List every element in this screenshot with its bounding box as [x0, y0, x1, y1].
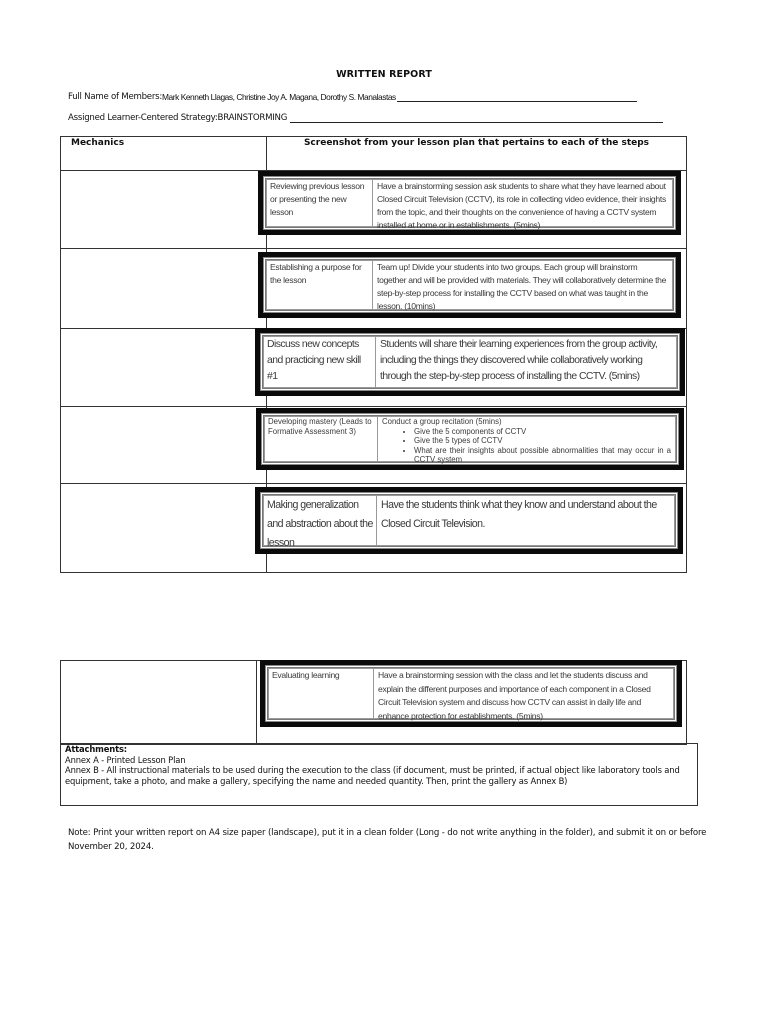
members-label: Full Name of Members: [68, 92, 162, 102]
annex-b: Annex B - All instructional materials to be used during the execution to the class (if document, must be printed, if actual object like laboratory tools and equipment, take a photo, and make a gallery, specifying the name and needed quantity. Then, print the gallery as Annex B) [65, 765, 680, 786]
step-label: Developing mastery (Leads to Formative Assessment 3) [265, 417, 378, 461]
step-activity: Have the students think what they know and understand about the Closed Circuit Television. [381, 499, 657, 530]
header-screenshot: Screenshot from your lesson plan that pertains to each of the steps [267, 137, 687, 171]
step-label: Reviewing previous lesson or presenting the new lesson [267, 180, 373, 226]
lesson-plan-screenshot-reviewing [258, 171, 681, 235]
step-activity: Students will share their learning experiences from the group activity, including the things they discovered while collaboratively working through the step-by-step process of installing the CCTV. (5mins) [380, 339, 658, 382]
mechanics-cell [61, 249, 267, 329]
activity-bullet-list [382, 427, 671, 465]
attachments-box [60, 743, 698, 806]
mechanics-cell [61, 329, 267, 407]
activity-bullet: • Give the 5 types of CCTV [414, 436, 671, 446]
lesson-plan-screenshot-discuss [255, 328, 685, 396]
step-label: Evaluating learning [269, 669, 374, 718]
step-activity: Have a brainstorming session with the class and let the students discuss and explain the different purposes and importance of each component in a Closed Circuit Television system and discuss how CCTV can assist in daily life and enhance protection for establishments. (5mins) [378, 670, 651, 721]
strategy-underline [290, 113, 663, 123]
members-underline [397, 92, 637, 102]
step-label: Discuss new concepts and practicing new skill #1 [264, 337, 376, 387]
lesson-plan-screenshot-generalization [255, 487, 683, 554]
attachments-heading: Attachments: [65, 744, 127, 754]
table-header-row [61, 137, 687, 171]
mechanics-cell [61, 661, 257, 745]
annex-a: Annex A - Printed Lesson Plan [65, 754, 186, 765]
submission-note: Note: Print your written report on A4 size paper (landscape), put it in a clean folder (Long - do not write anything in the folder), and submit it on or before November 20, 2024. [68, 828, 707, 852]
step-label: Establishing a purpose for the lesson [267, 261, 373, 309]
members-value: Mark Kenneth Llagas, Christine Joy A. Magana, Dorothy S. Manalastas [162, 92, 396, 102]
mechanics-cell [61, 171, 267, 249]
step-activity: Team up! Divide your students into two groups. Each group will brainstorm together and will be provided with materials. They will collaboratively determine the step-by-step process for installing the CCTV based on what was taught in the lesson. (10mins) [377, 262, 667, 311]
activity-bullet: • Give the 5 components of CCTV [414, 427, 671, 437]
header-mechanics: Mechanics [61, 137, 267, 171]
mechanics-cell [61, 484, 267, 573]
step-activity-group [378, 417, 675, 464]
members-field [68, 92, 637, 102]
report-title: WRITTEN REPORT [336, 69, 432, 80]
step-activity: Conduct a group recitation (5mins) [382, 417, 502, 426]
strategy-label: Assigned Learner-Centered Strategy: [68, 113, 218, 123]
lesson-plan-screenshot-evaluating [260, 660, 682, 727]
strategy-field [68, 113, 663, 123]
mechanics-cell [61, 407, 267, 484]
activity-bullet: • What are their insights about possible abnormalities that may occur in a CCTV system [414, 446, 671, 465]
strategy-value: BRAINSTORMING [217, 113, 288, 123]
step-activity: Have a brainstorming session ask students to share what they have learned about Closed Circuit Television (CCTV), its role in collecting video evidence, their insights from the topic, and their thoughts on the convenience of having a CCTV system installed at home or in establishments. (5mins) [377, 181, 666, 230]
lesson-plan-screenshot-purpose [258, 252, 681, 318]
lesson-plan-screenshot-mastery [256, 408, 684, 470]
step-label: Making generalization and abstraction about the lesson [264, 496, 377, 545]
